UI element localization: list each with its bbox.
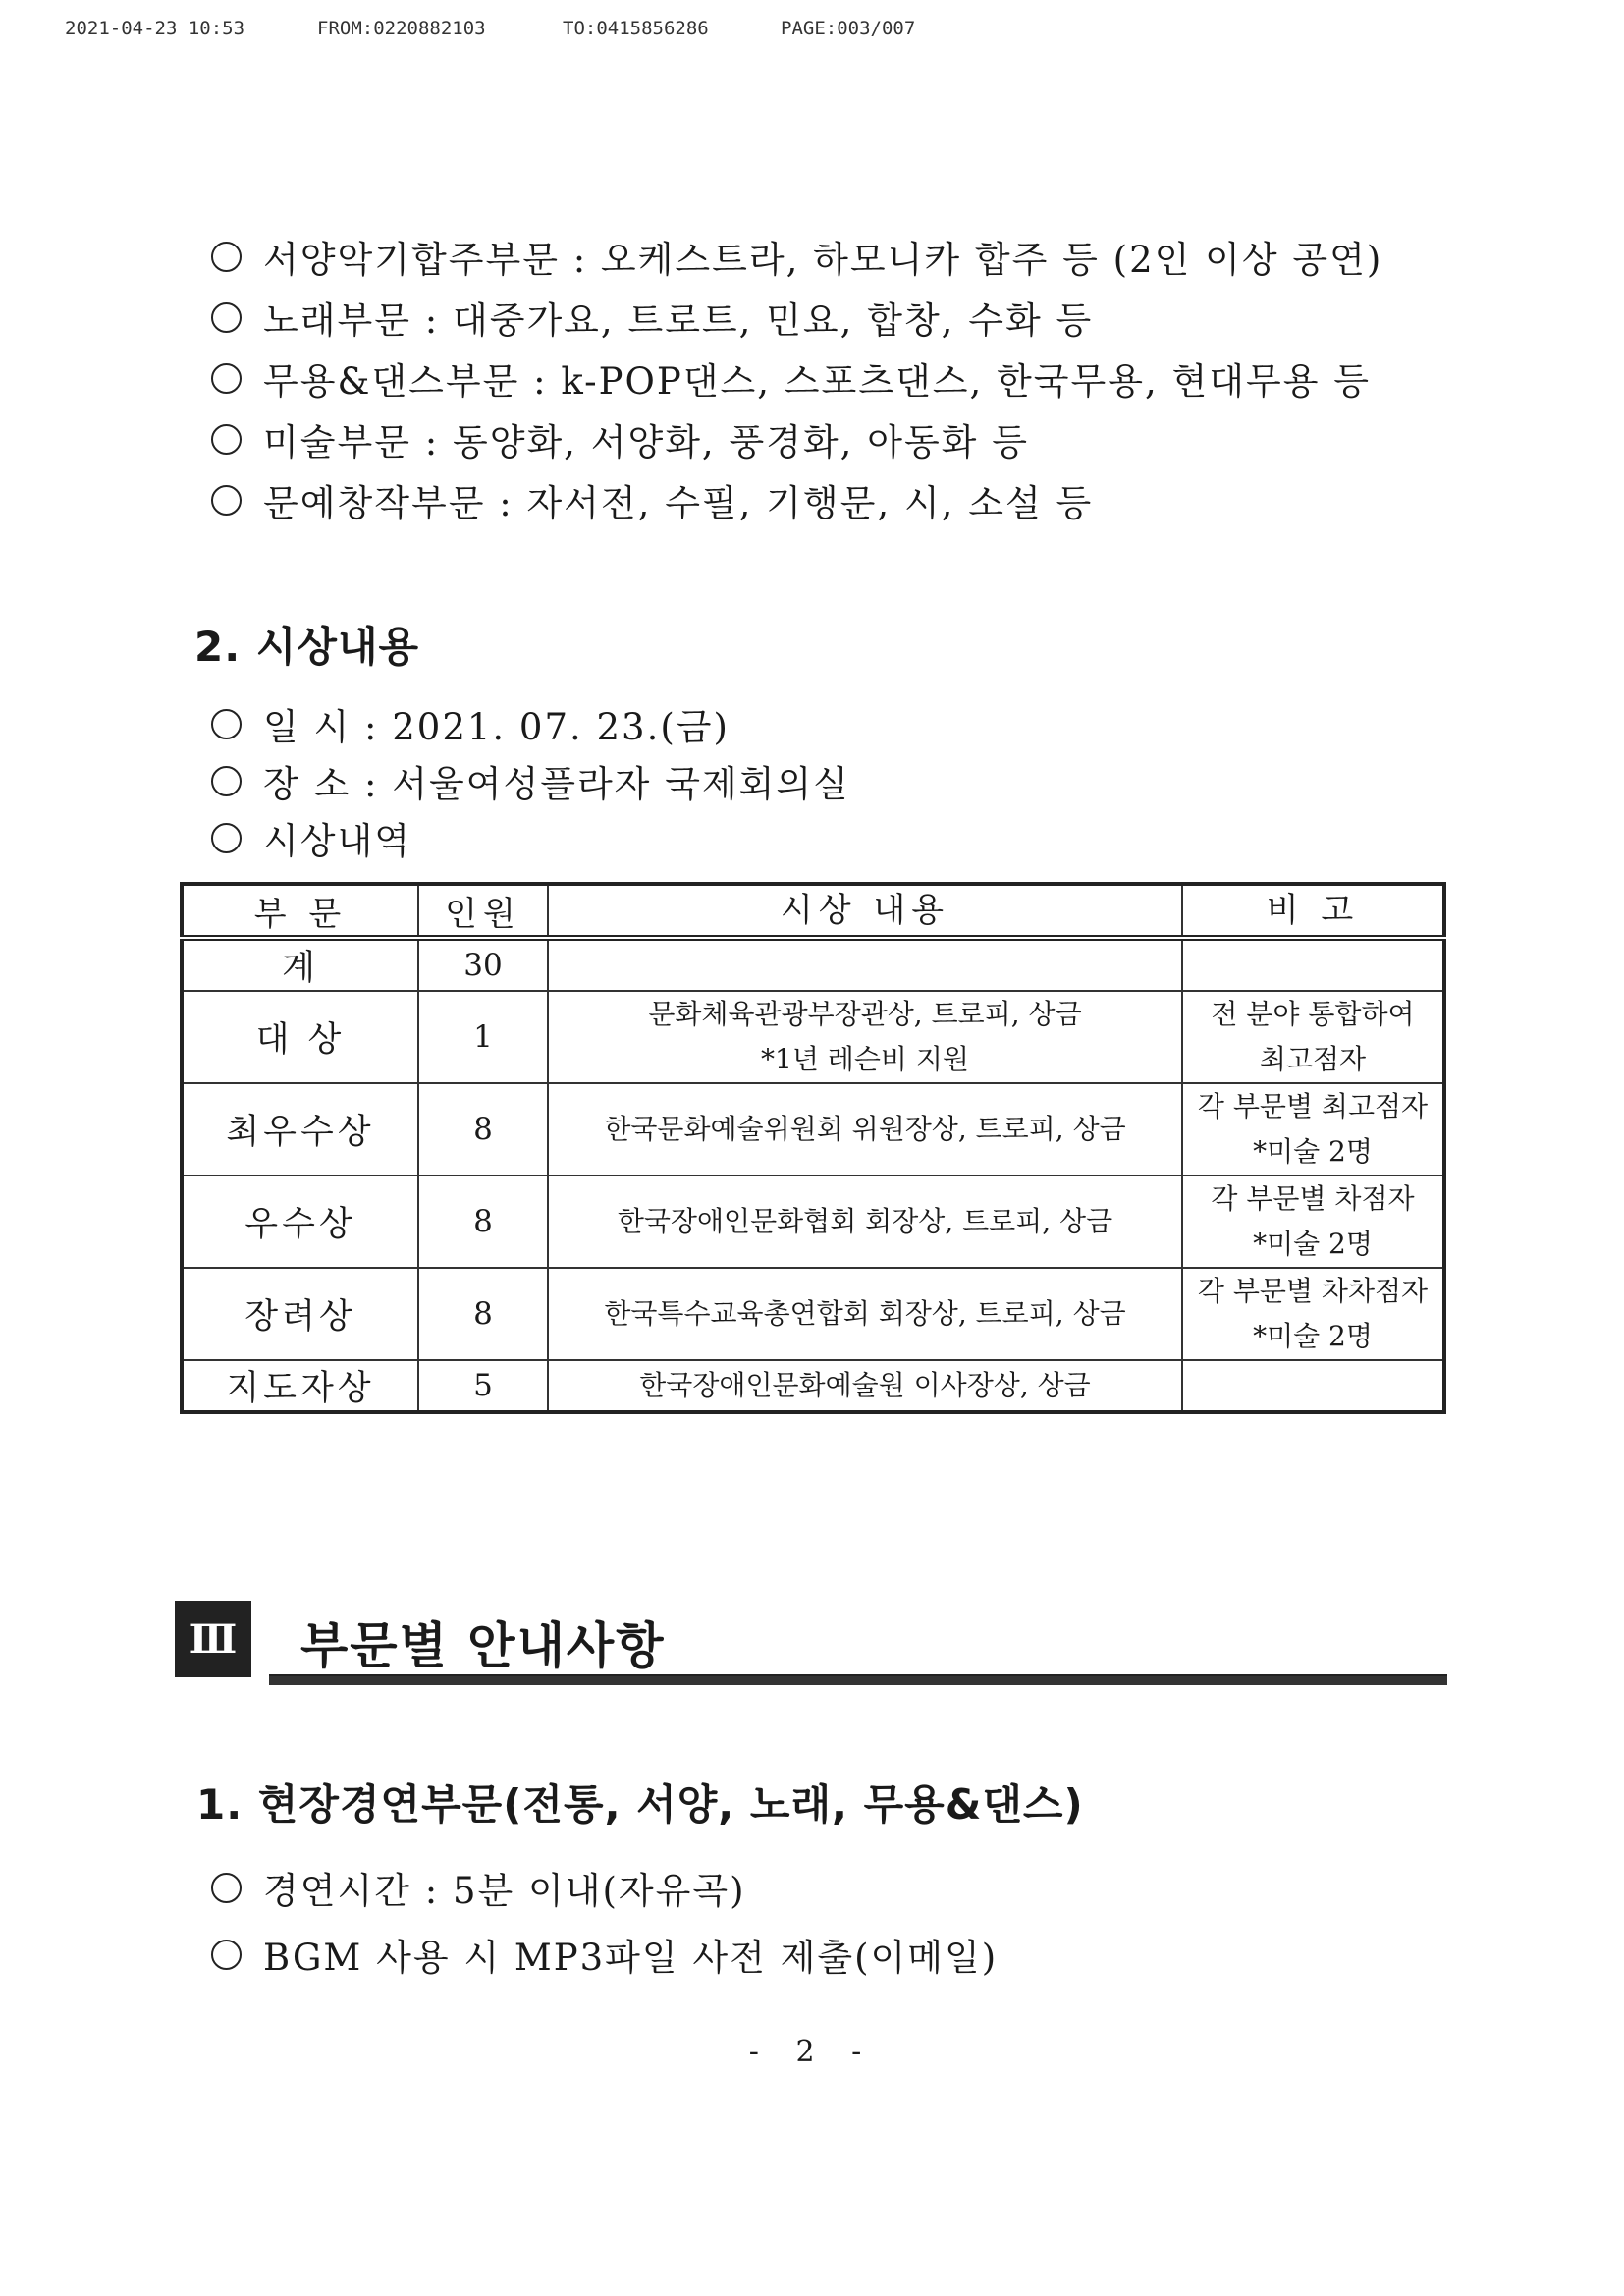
circle-bullet-icon <box>211 1940 242 1970</box>
page-number: - 2 - <box>748 2035 876 2069</box>
fax-datetime: 2021-04-23 10:53 <box>65 18 245 39</box>
cell-category: 장려상 <box>182 1268 418 1360</box>
cell-content: 한국장애인문화협회 회장상, 트로피, 상금 <box>548 1175 1182 1268</box>
header-count: 인원 <box>418 884 548 938</box>
fax-to: TO:0415856286 <box>563 18 709 39</box>
list-item: 경연시간 : 5분 이내(자유곡) <box>211 1854 998 1921</box>
cell-content <box>548 938 1182 991</box>
chapter-title: 부문별 안내사항 <box>300 1617 666 1674</box>
table-row <box>182 1175 1444 1268</box>
cell-category: 우수상 <box>182 1175 418 1268</box>
circle-bullet-icon <box>211 709 242 739</box>
cell-count: 8 <box>418 1175 548 1268</box>
circle-bullet-icon <box>211 424 242 455</box>
list-item: 무용&댄스부문 : k-POP댄스, 스포츠댄스, 한국무용, 현대무용 등 <box>211 348 1382 409</box>
cell-content: 문화체육관광부장관상, 트로피, 상금 *1년 레슨비 지원 <box>548 991 1182 1083</box>
list-item: 문예창작부문 : 자서전, 수필, 기행문, 시, 소설 등 <box>211 469 1382 530</box>
header-note: 비 고 <box>1182 884 1444 938</box>
cell-note <box>1182 1360 1444 1412</box>
circle-bullet-icon <box>211 823 242 853</box>
circle-bullet-icon <box>211 766 242 796</box>
cell-category: 계 <box>182 938 418 991</box>
category-list <box>211 226 1382 530</box>
list-item: 일 시 : 2021. 07. 23.(금) <box>211 695 850 752</box>
award-info-list <box>211 695 850 866</box>
table-row <box>182 1083 1444 1175</box>
list-item: 장 소 : 서울여성플라자 국제회의실 <box>211 752 850 809</box>
live-contest-list <box>211 1854 998 1988</box>
list-item: 미술부문 : 동양화, 서양화, 풍경화, 아동화 등 <box>211 409 1382 469</box>
table-row <box>182 991 1444 1083</box>
cell-category: 대 상 <box>182 991 418 1083</box>
circle-bullet-icon <box>211 302 242 333</box>
circle-bullet-icon <box>211 485 242 516</box>
chapter-heading <box>175 1601 1447 1681</box>
section-title-awards: 2. 시상내용 <box>194 623 420 671</box>
cell-content: 한국특수교육총연합회 회장상, 트로피, 상금 <box>548 1268 1182 1360</box>
list-item: 서양악기합주부문 : 오케스트라, 하모니카 합주 등 (2인 이상 공연) <box>211 226 1382 287</box>
fax-from: FROM:0220882103 <box>317 18 486 39</box>
cell-content: 한국문화예술위원회 위원장상, 트로피, 상금 <box>548 1083 1182 1175</box>
header-content: 시상 내용 <box>548 884 1182 938</box>
circle-bullet-icon <box>211 1873 242 1903</box>
section-title-live-contest: 1. 현장경연부문(전통, 서양, 노래, 무용&댄스) <box>196 1780 1084 1829</box>
list-item: BGM 사용 시 MP3파일 사전 제출(이메일) <box>211 1921 998 1988</box>
cell-count: 30 <box>418 938 548 991</box>
cell-count: 8 <box>418 1083 548 1175</box>
cell-category: 최우수상 <box>182 1083 418 1175</box>
cell-content: 한국장애인문화예술원 이사장상, 상금 <box>548 1360 1182 1412</box>
header-category: 부 문 <box>182 884 418 938</box>
cell-note: 각 부문별 차차점자 *미술 2명 <box>1182 1268 1444 1360</box>
table-row <box>182 938 1444 991</box>
circle-bullet-icon <box>211 242 242 272</box>
list-item: 노래부문 : 대중가요, 트로트, 민요, 합창, 수화 등 <box>211 287 1382 348</box>
cell-note <box>1182 938 1444 991</box>
table-header-row <box>182 884 1444 938</box>
award-table <box>180 882 1446 1414</box>
circle-bullet-icon <box>211 363 242 394</box>
cell-count: 1 <box>418 991 548 1083</box>
fax-page: PAGE:003/007 <box>781 18 916 39</box>
cell-note: 전 분야 통합하여 최고점자 <box>1182 991 1444 1083</box>
chapter-number-badge: Ⅲ <box>175 1601 251 1677</box>
list-item: 시상내역 <box>211 809 850 866</box>
cell-count: 5 <box>418 1360 548 1412</box>
chapter-underline <box>269 1674 1447 1685</box>
cell-note: 각 부문별 차점자 *미술 2명 <box>1182 1175 1444 1268</box>
table-row <box>182 1360 1444 1412</box>
table-row <box>182 1268 1444 1360</box>
cell-count: 8 <box>418 1268 548 1360</box>
cell-note: 각 부문별 최고점자 *미술 2명 <box>1182 1083 1444 1175</box>
cell-category: 지도자상 <box>182 1360 418 1412</box>
